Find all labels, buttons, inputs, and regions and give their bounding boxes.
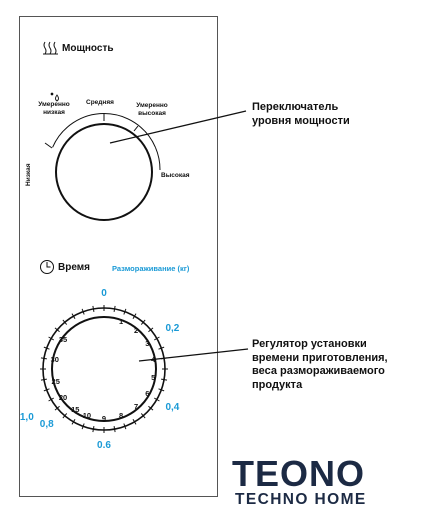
defrost-weight-label: 0,4: [165, 401, 180, 413]
defrost-label: Разморaживание (кг): [112, 264, 190, 273]
defrost-weight-label: 1,0: [19, 412, 34, 424]
defrost-weight-label: 0,2: [165, 322, 180, 334]
minute-label: 3: [145, 339, 150, 348]
brand-logo-word: TEONO: [232, 453, 366, 494]
level-medium-low: Умеренно низкая: [38, 101, 70, 116]
power-callout: Переключатель уровня мощности: [252, 101, 350, 127]
minute-label: 5: [151, 372, 156, 382]
minute-label: 30: [50, 355, 59, 365]
time-callout: Регулятор установки времени приготовления, веса размораживаемого продукта: [252, 338, 388, 391]
power-title: Мощность: [62, 43, 114, 54]
minute-label: 9: [101, 414, 107, 423]
time-dial-tick: [41, 379, 47, 380]
defrost-weight-label: 0.6: [97, 440, 111, 451]
minute-label: 25: [51, 376, 60, 386]
minute-label: 35: [58, 335, 68, 345]
time-dial-tick: [114, 306, 115, 312]
minute-label: 10: [82, 410, 92, 420]
time-title: Время: [58, 262, 90, 273]
time-dial-tick: [114, 426, 115, 432]
minute-label: 7: [134, 402, 139, 412]
level-low: Низкая: [25, 163, 32, 186]
time-dial-tick: [93, 306, 94, 312]
minute-label: 1: [119, 317, 124, 326]
defrost-weight-label: 0: [101, 288, 107, 299]
level-medium-high: Умеренно высокая: [136, 102, 168, 117]
minute-label: 8: [119, 410, 124, 420]
minute-label: 15: [71, 404, 80, 414]
minute-label: 4: [151, 355, 156, 365]
time-dial-tick: [41, 358, 47, 359]
time-dial-tick: [161, 379, 167, 380]
brand-logo-subtitle: TECHNO HOME: [235, 491, 367, 508]
defrost-weight-label: 0,8: [39, 419, 54, 431]
minute-label: 6: [145, 389, 150, 398]
level-high: Высокая: [161, 172, 190, 179]
level-medium: Средняя: [86, 99, 114, 106]
minute-label: 2: [134, 325, 139, 335]
time-dial-tick: [93, 426, 94, 432]
minute-label: 20: [58, 392, 68, 402]
